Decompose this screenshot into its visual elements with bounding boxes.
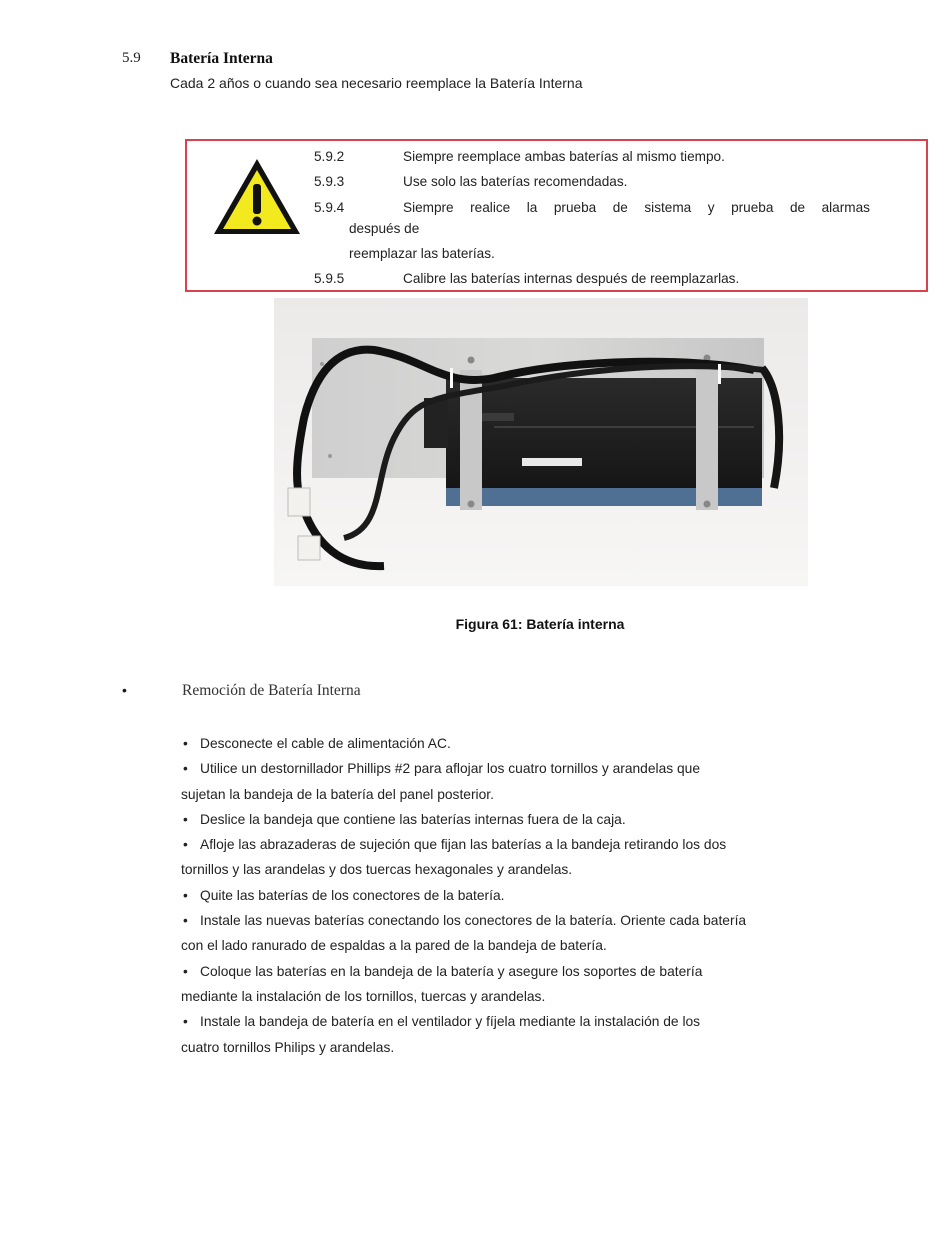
warning-item-continuation: después de <box>349 221 420 236</box>
justified-word: y <box>707 200 715 215</box>
justified-word: de <box>612 200 628 215</box>
bullet-icon: • <box>183 837 188 853</box>
justified-word: Siempre <box>403 200 454 215</box>
bullet-icon: • <box>183 887 188 903</box>
justified-word: sistema <box>644 200 692 215</box>
bullet-icon: • <box>122 682 127 698</box>
list-item <box>181 908 841 959</box>
removal-steps <box>181 731 841 1060</box>
bracket-right <box>696 370 718 510</box>
step-text-continuation: mediante la instalación de los tornillos, tuercas y arandelas. <box>181 988 546 1004</box>
step-text-continuation: con el lado ranurado de espaldas a la pared de la bandeja de batería. <box>181 938 607 954</box>
warning-item-continuation: reemplazar las baterías. <box>349 246 495 261</box>
warning-triangle-icon <box>211 156 303 238</box>
justified-word: alarmas <box>821 200 870 215</box>
connector <box>288 488 310 516</box>
bullet-icon: • <box>183 1014 188 1030</box>
step-text: Afloje las abrazaderas de sujeción que fijan las baterías a la bandeja retirando los dos <box>200 837 727 853</box>
battery-photo <box>274 298 808 586</box>
list-item <box>181 832 841 883</box>
justified-word: la <box>526 200 538 215</box>
warning-item-number: 5.9.4 <box>314 200 345 215</box>
list-item <box>181 959 841 1010</box>
warning-item-text: Use solo las baterías recomendadas. <box>403 174 628 189</box>
section-number: 5.9 <box>122 50 141 66</box>
list-item <box>181 883 841 908</box>
bullet-icon: • <box>183 761 188 777</box>
list-item <box>181 756 841 807</box>
section-subtitle: Cada 2 años o cuando sea necesario reemplace la Batería Interna <box>170 75 583 91</box>
step-text: Quite las baterías de los conectores de la batería. <box>200 887 505 903</box>
step-text: Instale la bandeja de batería en el ventilador y fíjela mediante la instalación de los <box>200 1014 701 1030</box>
justified-word: realice <box>470 200 511 215</box>
step-text: Utilice un destornillador Phillips #2 para aflojar los cuatro tornillos y arandelas que <box>200 761 701 777</box>
bullet-icon: • <box>183 913 188 929</box>
connector <box>298 536 320 560</box>
removal-heading: Remoción de Batería Interna <box>182 682 361 699</box>
bullet-icon: • <box>183 811 188 827</box>
warning-item-text: Calibre las baterías internas después de reemplazarlas. <box>403 271 740 286</box>
step-text-continuation: cuatro tornillos Philips y arandelas. <box>181 1039 395 1055</box>
justified-word: de <box>789 200 806 215</box>
warning-item-number: 5.9.5 <box>314 271 345 286</box>
step-text-continuation: sujetan la bandeja de la batería del panel posterior. <box>181 786 494 802</box>
section-title: Batería Interna <box>170 50 273 67</box>
warning-item-number: 5.9.2 <box>314 149 345 164</box>
step-text: Instale las nuevas baterías conectando los conectores de la batería. Oriente cada batería <box>200 913 747 929</box>
step-text: Coloque las baterías en la bandeja de la batería y asegure los soportes de batería <box>200 963 703 979</box>
list-item <box>181 731 841 756</box>
warning-item-number: 5.9.3 <box>314 174 345 189</box>
justified-word: prueba <box>553 200 597 215</box>
justified-word: prueba <box>731 200 774 215</box>
bullet-icon: • <box>183 963 188 979</box>
step-text: Desconecte el cable de alimentación AC. <box>200 736 451 751</box>
step-text: Deslice la bandeja que contiene las baterías internas fuera de la caja. <box>200 811 626 827</box>
step-text-continuation: tornillos y las arandelas y dos tuercas hexagonales y arandelas. <box>181 862 573 878</box>
warning-item-text: Siempre reemplace ambas baterías al mismo tiempo. <box>403 149 725 164</box>
list-item <box>181 807 841 832</box>
figure-caption: Figura 61: Batería interna <box>455 616 625 632</box>
warning-item-text-justified <box>403 200 870 215</box>
list-item <box>181 1009 841 1060</box>
bullet-icon: • <box>183 736 188 751</box>
